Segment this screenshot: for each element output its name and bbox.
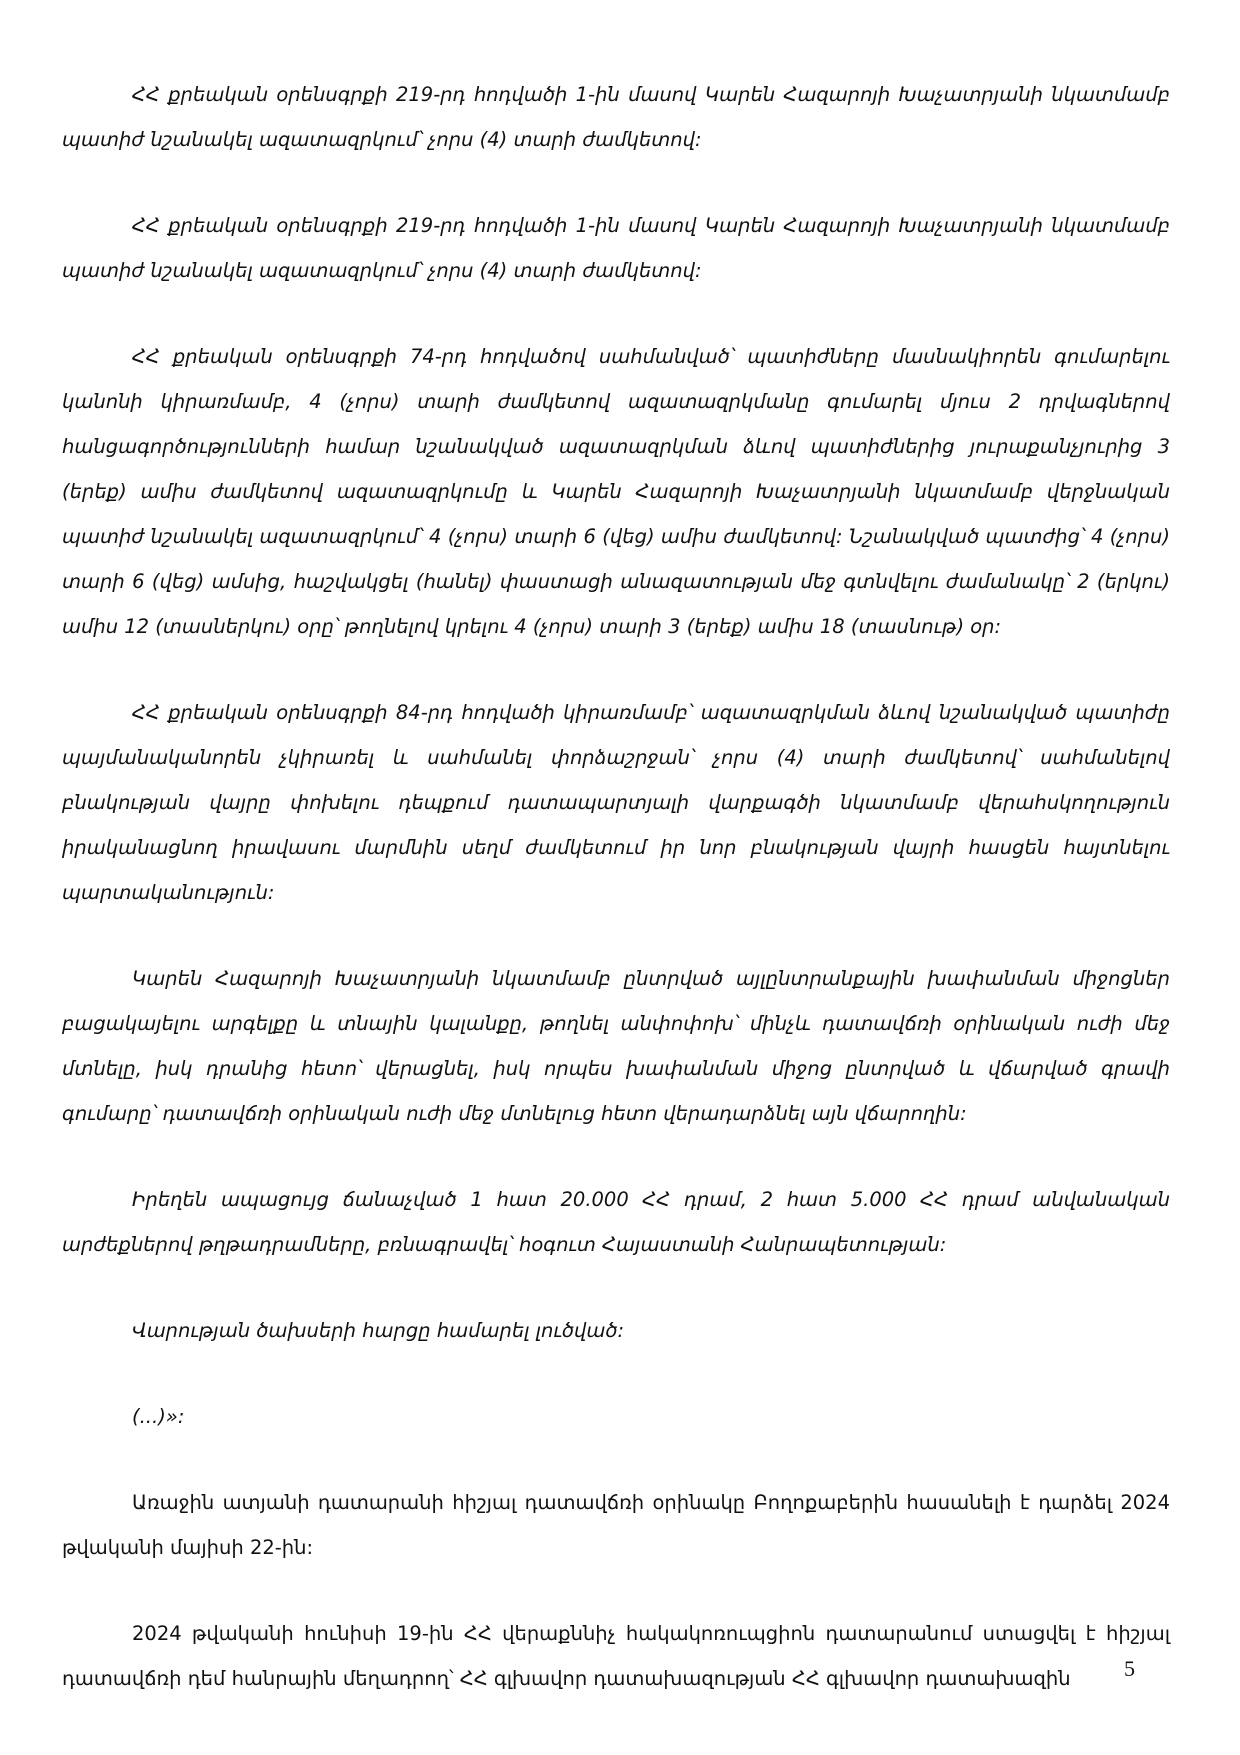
paragraph-art74-aggregate-sentence: ՀՀ քրեական օրենսգրքի 74-րդ հոդվածով սահմանված՝ պատիժները մասնակիորեն գումարելու կանոնի կիրառմամբ, 4 (չորս) տարի ժամկետով ազատազրկմանը գումարել մյուս 2 դրվագներով հանցագործությունների համար նշանակված ազատազրկման ձևով պատիժներից յուրաքանչյուրից 3 (երեք) ամիս ժամկետով ազատազրկումը և Կարեն Հազարոյի Խաչատրյանի նկատմամբ վերջնական պատիժ նշանակել ազատազրկում՝ 4 (չորս) տարի 6 (վեց) ամիս ժամկետով: Նշանակված պատժից՝ 4 (չորս) տարի 6 (վեց) ամսից, հաշվակցել (հանել) փաստացի անազատության մեջ գտնվելու ժամանակը՝ 2 (երկու) ամիս 12 (տասներկու) օրը՝ թողնելով կրելու 4 (չորս) տարի 3 (երեք) ամիս 18 (տասնութ) օր:	[62, 345, 1170, 638]
paragraph-art84-probation: ՀՀ քրեական օրենսգրքի 84-րդ հոդվածի կիրառմամբ՝ ազատազրկման ձևով նշանակված պատիժը պայմանականորեն չկիրառել և սահմանել փորձաշրջան՝ չորս (4) տարի ժամկետով՝ սահմանելով բնակության վայրը փոխելու դեպքում դատապարտյալի վարքագծի նկատմամբ վերահսկողություն իրականացնող իրավասու մարմնին սեղմ ժամկետում իր նոր բնակության վայրի հասցեն հայտնելու պարտականություն:	[62, 701, 1170, 904]
paragraph-appeal-received: 2024 թվականի հունիսի 19-ին ՀՀ վերաքննիչ հակակոռուպցիոն դատարանում ստացվել է հիշյալ դատավճռի դեմ հանրային մեղադրող՝ ՀՀ գլխավոր դատախազության ՀՀ գլխավոր դատախազին	[62, 1622, 1170, 1690]
paragraph-sentence-art219-first: ՀՀ քրեական օրենսգրքի 219-րդ հոդվածի 1-ին մասով Կարեն Հազարոյի Խաչատրյանի նկատմամբ պատիժ նշանակել ազատազրկում՝ չորս (4) տարի ժամկետով:	[62, 83, 1170, 151]
paragraph-material-evidence: Իրեղեն ապացույց ճանաչված 1 հատ 20.000 ՀՀ դրամ, 2 հատ 5.000 ՀՀ դրամ անվանական արժեքներով թղթադրամները, բռնագրավել՝ հօգուտ Հայաստանի Հանրապետության:	[62, 1188, 1170, 1256]
paragraph-court-costs: Վարության ծախսերի հարցը համարել լուծված:	[132, 1319, 625, 1342]
document-page	[62, 72, 1170, 1742]
page-number: 5	[1124, 1656, 1135, 1681]
paragraph-verdict-received: Առաջին ատյանի դատարանի հիշյալ դատավճռի օրինակը Բողոքաբերին հասանելի է դարձել 2024 թվականի մայիսի 22-ին:	[62, 1491, 1170, 1559]
paragraph-ellipsis-quote-end: (...)»:	[132, 1405, 185, 1428]
paragraph-sentence-art219-second: ՀՀ քրեական օրենսգրքի 219-րդ հոդվածի 1-ին մասով Կարեն Հազարոյի Խաչատրյանի նկատմամբ պատիժ նշանակել ազատազրկում՝ չորս (4) տարի ժամկետով:	[62, 214, 1170, 282]
paragraph-preventive-measures: Կարեն Հազարոյի Խաչատրյանի նկատմամբ ընտրված այլընտրանքային խափանման միջոցներ բացակայելու արգելքը և տնային կալանքը, թողնել անփոփոխ՝ մինչև դատավճռի օրինական ուժի մեջ մտնելը, իսկ դրանից հետո՝ վերացնել, իսկ որպես խափանման միջոց ընտրված և վճարված գրավի գումարը՝ դատավճռի օրինական ուժի մեջ մտնելուց հետո վերադարձնել այն վճարողին:	[62, 967, 1170, 1125]
